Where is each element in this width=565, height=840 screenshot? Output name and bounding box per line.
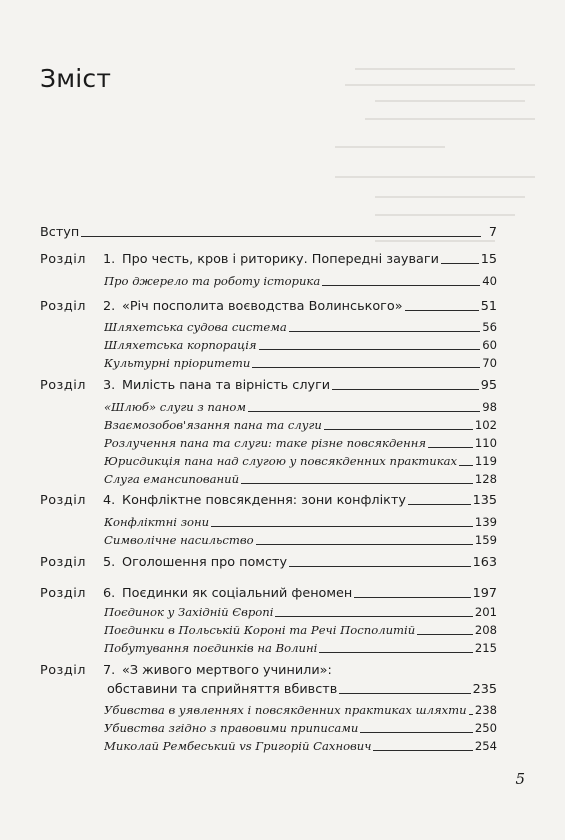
page-number: 110	[474, 436, 497, 450]
toc-section[interactable]	[104, 274, 497, 288]
dot-leader	[289, 330, 481, 332]
chapter-word: Розділ	[40, 378, 86, 393]
dot-leader	[360, 731, 473, 733]
page-number: 135	[472, 493, 497, 508]
page-number: 40	[482, 274, 497, 288]
chapter-title: Милість пана та вірність слуги	[122, 378, 331, 393]
chapter-number: 7.	[103, 663, 116, 678]
page-number: 7	[488, 225, 497, 240]
page-number: 102	[474, 418, 497, 432]
toc-section[interactable]	[104, 454, 497, 468]
toc-section[interactable]	[104, 515, 497, 529]
dot-leader	[459, 464, 473, 466]
section-title: Поєдинки в Польській Короні та Речі Посполитій	[104, 623, 416, 637]
page-number: 15	[480, 252, 497, 267]
chapter-title-continuation: обставини та сприйняття вбивств	[107, 682, 338, 697]
toc-section[interactable]	[104, 721, 497, 735]
dot-leader	[408, 503, 471, 505]
toc-intro[interactable]	[40, 225, 497, 240]
toc-chapter-5[interactable]	[40, 555, 497, 570]
page-number: 70	[482, 356, 497, 370]
section-title: Культурні пріоритети	[104, 356, 251, 370]
chapter-word: Розділ	[40, 555, 86, 570]
toc-chapter-1[interactable]	[40, 252, 497, 267]
dot-leader	[373, 749, 472, 751]
section-title: Побутування поєдинків на Волині	[104, 641, 318, 655]
dot-leader	[211, 525, 473, 527]
page-number: 254	[474, 739, 497, 753]
toc-section[interactable]	[104, 641, 497, 655]
section-title: «Шлюб» слуги з паном	[104, 400, 246, 414]
dot-leader	[289, 565, 471, 567]
dot-leader	[405, 309, 479, 311]
page-folio-number: 5	[515, 770, 525, 788]
chapter-number: 2.	[103, 299, 116, 314]
dot-leader	[256, 543, 473, 545]
section-title: Слуга емансипований	[104, 472, 240, 486]
toc-section[interactable]	[104, 703, 497, 717]
toc-section[interactable]	[104, 472, 497, 486]
page-number: 208	[474, 623, 497, 637]
page-number: 235	[472, 682, 497, 697]
toc-chapter-7[interactable]	[40, 663, 332, 678]
page-number: 51	[480, 299, 497, 314]
dot-leader	[428, 446, 473, 448]
chapter-word: Розділ	[40, 663, 86, 678]
dot-leader	[417, 633, 473, 635]
chapter-number: 4.	[103, 493, 116, 508]
chapter-word: Розділ	[40, 586, 86, 601]
section-title: Символічне насильство	[104, 533, 254, 547]
toc-section[interactable]	[104, 356, 497, 370]
chapter-title: Поєдинки як соціальний феномен	[122, 586, 353, 601]
toc-section[interactable]	[104, 320, 497, 334]
dot-leader	[319, 651, 473, 653]
page-number: 119	[474, 454, 497, 468]
toc-chapter-6[interactable]	[40, 586, 497, 601]
page-number: 98	[482, 400, 497, 414]
toc-section[interactable]	[104, 605, 497, 619]
section-title: Шляхетська корпорація	[104, 338, 257, 352]
dot-leader	[259, 348, 481, 350]
chapter-title: Оголошення про помсту	[122, 555, 288, 570]
page-number: 139	[474, 515, 497, 529]
toc-chapter-2[interactable]	[40, 299, 497, 314]
toc-section[interactable]	[104, 400, 497, 414]
toc-section[interactable]	[104, 739, 497, 753]
dot-leader	[322, 284, 480, 286]
chapter-number: 5.	[103, 555, 116, 570]
toc-section[interactable]	[104, 418, 497, 432]
page-number: 95	[480, 378, 497, 393]
chapter-word: Розділ	[40, 299, 86, 314]
section-title: Поєдинок у Західній Європі	[104, 605, 274, 619]
section-title: Шляхетська судова система	[104, 320, 287, 334]
page-number: 159	[474, 533, 497, 547]
chapter-title: Конфліктне повсякдення: зони конфлікту	[122, 493, 406, 508]
dot-leader	[81, 235, 481, 237]
page-number: 201	[474, 605, 497, 619]
dot-leader	[469, 713, 473, 715]
dot-leader	[252, 366, 480, 368]
chapter-title: «З живого мертвого учинили»:	[122, 663, 332, 678]
toc-section[interactable]	[104, 338, 497, 352]
page-number: 56	[482, 320, 497, 334]
dot-leader	[441, 262, 479, 264]
section-title: Убивства в уявленнях і повсякденних практиках шляхти	[104, 703, 467, 717]
section-title: Взаємозобов'язання пана та слуги	[104, 418, 322, 432]
chapter-word: Розділ	[40, 252, 86, 267]
section-title: Про джерело та роботу історика	[104, 274, 321, 288]
chapter-word: Розділ	[40, 493, 86, 508]
section-title: Убивства згідно з правовими приписами	[104, 721, 359, 735]
dot-leader	[354, 596, 470, 598]
dot-leader	[248, 410, 480, 412]
page-number: 238	[474, 703, 497, 717]
page-number: 163	[472, 555, 497, 570]
page-number: 128	[474, 472, 497, 486]
dot-leader	[241, 482, 473, 484]
toc-section[interactable]	[104, 623, 497, 637]
section-title: Миколай Рембеський vs Григорій Сахнович	[104, 739, 372, 753]
section-title: Юрисдикція пана над слугою у повсякденних практиках	[104, 454, 458, 468]
page-title: Зміст	[40, 64, 112, 93]
toc-section[interactable]	[104, 533, 497, 547]
page-number: 215	[474, 641, 497, 655]
toc-section[interactable]	[104, 436, 497, 450]
dot-leader	[332, 388, 479, 390]
section-title: Розлучення пана та слуги: таке різне повсякдення	[104, 436, 427, 450]
chapter-number: 6.	[103, 586, 116, 601]
chapter-number: 3.	[103, 378, 116, 393]
section-title: Конфліктні зони	[104, 515, 210, 529]
page-number: 60	[482, 338, 497, 352]
chapter-title: Про честь, кров і риторику. Попередні зауваги	[122, 252, 439, 267]
toc-chapter-7-continuation[interactable]	[107, 682, 497, 697]
toc-chapter-3[interactable]	[40, 378, 497, 393]
chapter-title: «Річ посполита воєводства Волинського»	[122, 299, 403, 314]
dot-leader	[339, 692, 470, 694]
chapter-number: 1.	[103, 252, 116, 267]
dot-leader	[275, 615, 472, 617]
toc-intro-label: Вступ	[40, 225, 80, 240]
toc-chapter-4[interactable]	[40, 493, 497, 508]
dot-leader	[324, 428, 473, 430]
page-number: 197	[472, 586, 497, 601]
page-number: 250	[474, 721, 497, 735]
